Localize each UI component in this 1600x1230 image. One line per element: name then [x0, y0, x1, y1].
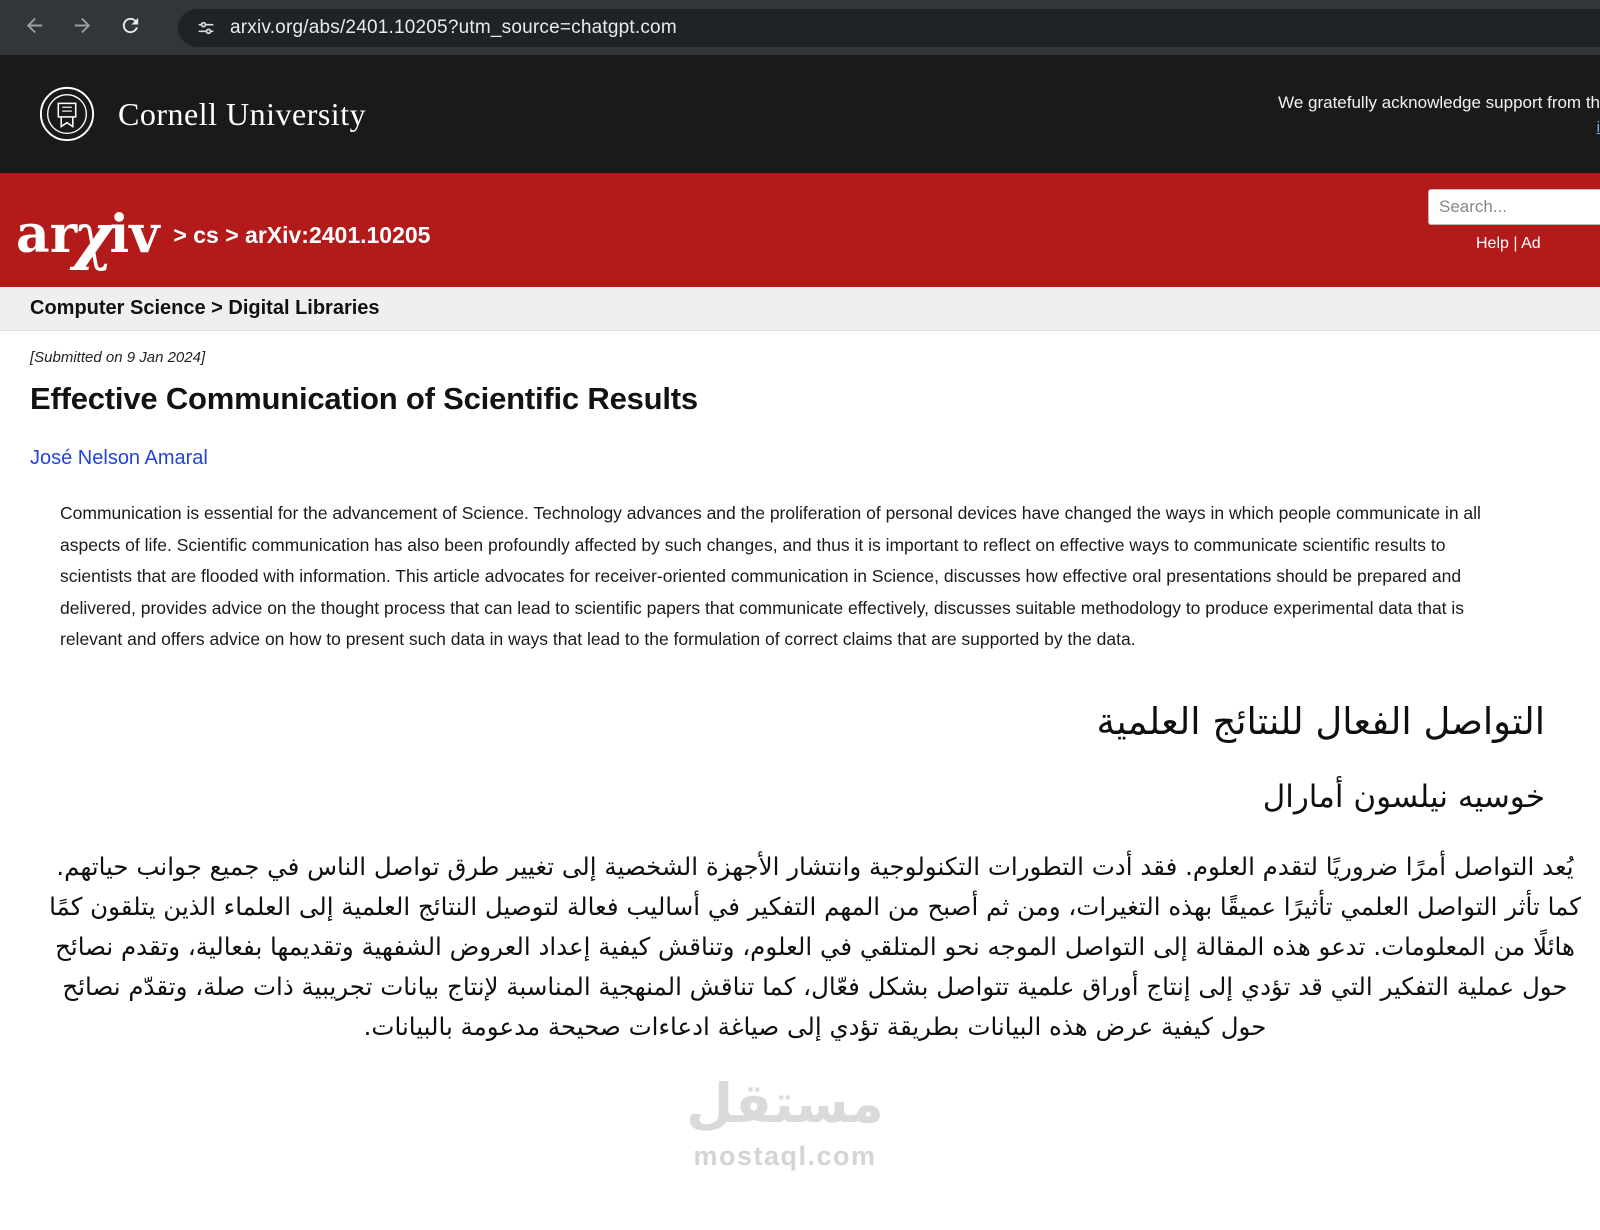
cornell-header — [0, 55, 1600, 173]
arxiv-breadcrumb[interactable]: > cs > arXiv:2401.10205 — [173, 221, 431, 248]
forward-arrow-icon — [71, 14, 94, 42]
arxiv-logo-chi: χ — [73, 200, 114, 273]
cornell-wordmark[interactable]: Cornell University — [118, 95, 367, 132]
mostaql-site-text: mostaql.com — [693, 1141, 877, 1171]
arxiv-logo[interactable] — [16, 199, 160, 273]
arabic-author: خوسيه نيلسون أمارال — [1262, 778, 1545, 815]
arxiv-logo-iv: iv — [109, 203, 160, 265]
mostaql-logo: مستقل — [686, 1072, 884, 1135]
abstract-page — [0, 331, 1600, 1047]
arabic-title: التواصل الفعال للنتائج العلمية — [1096, 699, 1545, 743]
search-area — [1428, 189, 1600, 253]
back-button[interactable] — [14, 8, 54, 48]
site-settings-icon[interactable] — [196, 18, 216, 38]
browser-toolbar — [0, 0, 1600, 55]
acknowledgement-text: We gratefully acknowledge support from th — [1278, 93, 1600, 112]
reload-icon — [119, 14, 142, 42]
arabic-translation — [30, 699, 1581, 1047]
arxiv-banner — [0, 173, 1600, 287]
forward-button[interactable] — [62, 8, 102, 48]
subject-breadcrumb: Computer Science > Digital Libraries — [30, 297, 380, 319]
submission-date: [Submitted on 9 Jan 2024] — [30, 349, 206, 366]
support-link[interactable]: i — [1596, 119, 1600, 136]
reload-button[interactable] — [110, 8, 150, 48]
url-text: arxiv.org/abs/2401.10205?utm_source=chatgpt.com — [230, 16, 677, 38]
cornell-seal-icon[interactable] — [38, 85, 96, 143]
search-input[interactable] — [1428, 189, 1600, 225]
subject-breadcrumb-bar — [0, 287, 1600, 331]
paper-title: Effective Communication of Scientific Results — [30, 381, 698, 416]
watermark — [0, 1072, 1570, 1172]
help-links[interactable]: Help | Ad — [1476, 235, 1541, 252]
author-link[interactable]: José Nelson Amaral — [30, 447, 208, 469]
arxiv-logo-ar: ar — [16, 203, 78, 265]
arabic-abstract: يُعد التواصل أمرًا ضروريًا لتقدم العلوم. فقد أدت التطورات التكنولوجية وانتشار الأجهزة الشخصية إلى تغيير طرق تواصل الناس في جميع جوانب حياتهم. كما تأثر التواصل العلمي تأثيرًا عميقًا بهذه التغيرات، ومن ثم أصبح من المهم التفكير في أساليب فعالة لتوصيل النتائج العلمية إلى العلماء الذين يتلقون كمًا هائلًا من المعلومات. تدعو هذه المقالة إلى التواصل الموجه نحو المتلقي في العلوم، وتناقش كيفية إعداد العروض الشفهية وتقديمها بفعالية، وتقدم نصائح حول عملية التفكير التي قد تؤدي إلى إنتاج أوراق علمية تتواصل بشكل فعّال، كما تناقش المنهجية المناسبة لإنتاج بيانات تجريبية ذات صلة، وتقدّم نصائح حول كيفية عرض هذه البيانات بطريقة تؤدي إلى صياغة ادعاءات صحيحة مدعومة بالبيانات. — [49, 851, 1581, 1041]
paper-abstract: Communication is essential for the advancement of Science. Technology advances and the proliferation of personal devices have changed the ways in which people communicate in all aspects of life. Scientific communication has also been profoundly affected by such changes, and thus it is important to reflect on effective ways to communicate scientific results to scientists that are flooded with information. This article advocates for receiver-oriented communication in Science, discusses how effective oral presentations should be prepared and delivered, provides advice on the thought process that can lead to scientific papers that communicate effectively, discusses suitable methodology to produce experimental data that is relevant and offers advice on how to present such data in ways that lead to the formulation of correct claims that are supported by the data. — [60, 503, 1481, 649]
address-bar[interactable] — [178, 9, 1600, 47]
back-arrow-icon — [23, 14, 46, 42]
acknowledgement-block — [1278, 91, 1600, 140]
